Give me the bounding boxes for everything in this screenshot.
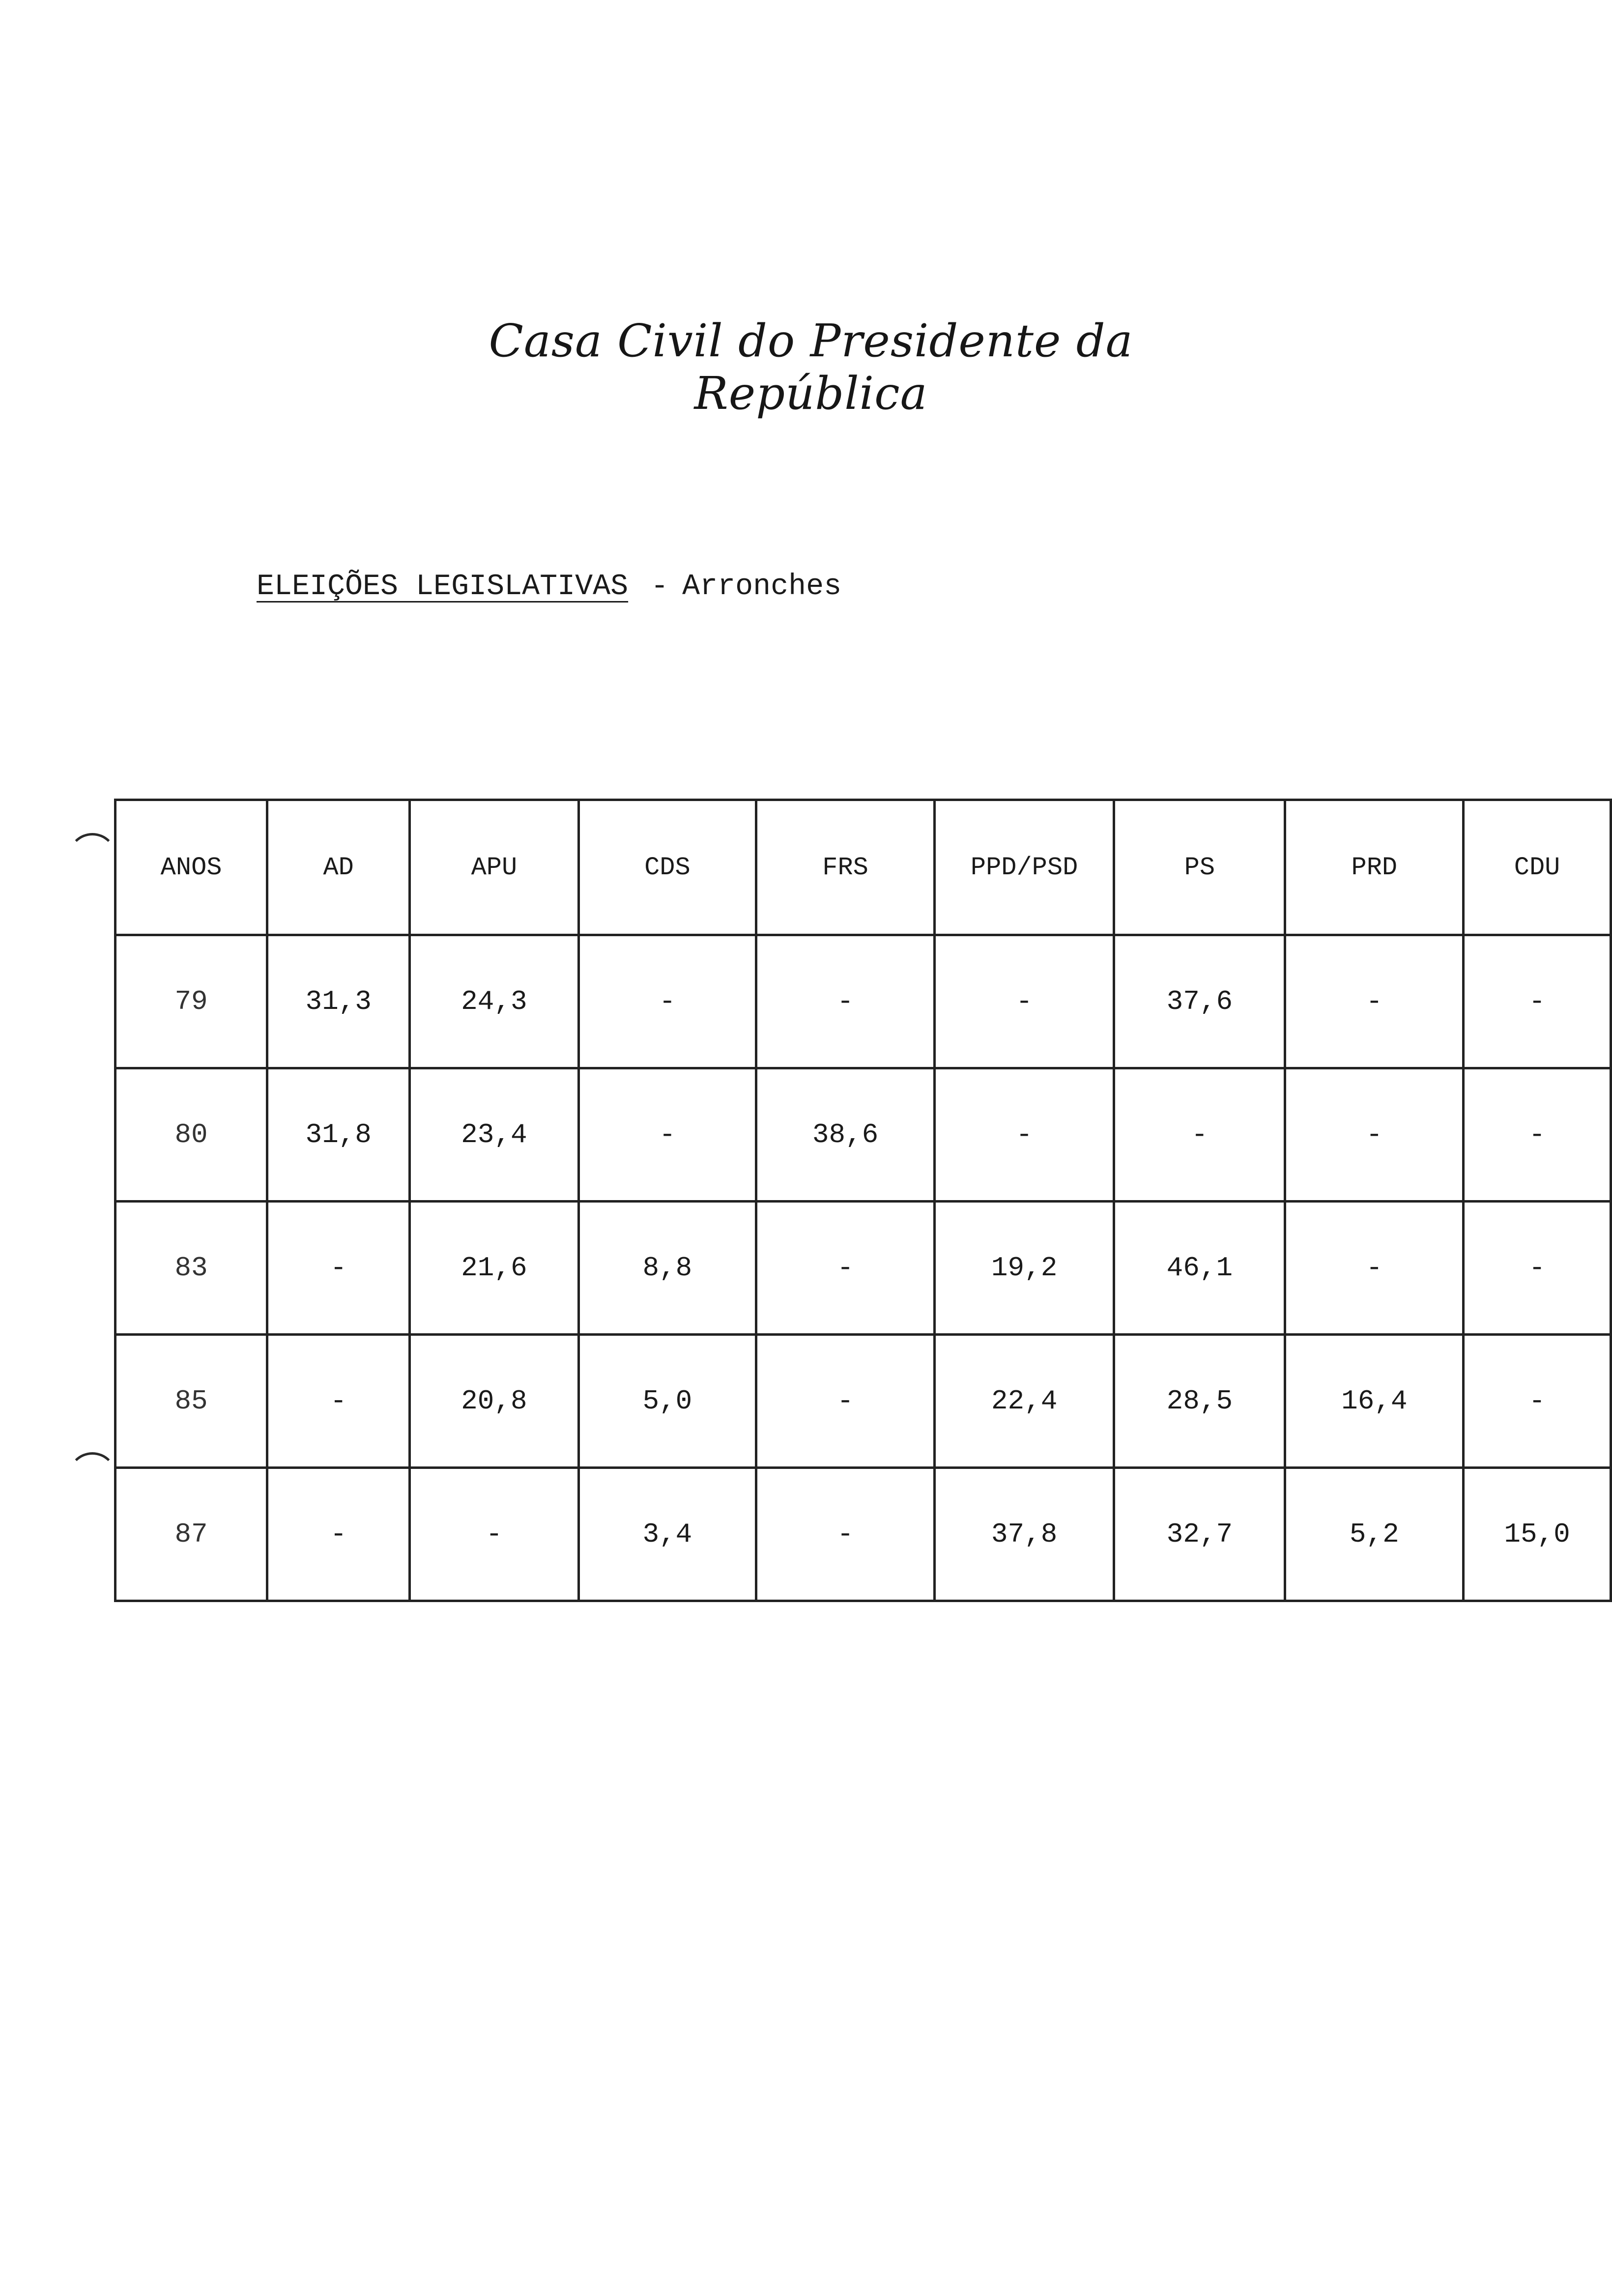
- table-cell: -: [267, 1468, 410, 1601]
- table-cell: 37,6: [1114, 935, 1285, 1068]
- year-cell: 85: [115, 1335, 267, 1468]
- column-header-apu: APU: [410, 800, 578, 935]
- column-header-cdu: CDU: [1464, 800, 1611, 935]
- table-header-row: [115, 800, 1611, 935]
- table-cell: -: [756, 935, 935, 1068]
- election-results-table: [114, 799, 1612, 1602]
- table-cell: -: [1464, 1335, 1611, 1468]
- table-cell: -: [578, 935, 756, 1068]
- table-cell: -: [1464, 1202, 1611, 1335]
- table-cell: -: [1285, 1202, 1464, 1335]
- table-cell: -: [934, 935, 1114, 1068]
- table-cell: 3,4: [578, 1468, 756, 1601]
- table-cell: 20,8: [410, 1335, 578, 1468]
- table-cell: -: [1114, 1068, 1285, 1202]
- column-header-ppd-psd: PPD/PSD: [934, 800, 1114, 935]
- table-cell: -: [267, 1202, 410, 1335]
- table-cell: -: [756, 1335, 935, 1468]
- table-cell: 46,1: [1114, 1202, 1285, 1335]
- table-cell: 31,3: [267, 935, 410, 1068]
- table-row: [115, 1068, 1611, 1202]
- table-cell: 22,4: [934, 1335, 1114, 1468]
- table-cell: -: [934, 1068, 1114, 1202]
- table-cell: 31,8: [267, 1068, 410, 1202]
- year-cell: 87: [115, 1468, 267, 1601]
- column-header-frs: FRS: [756, 800, 935, 935]
- table-row: [115, 1468, 1611, 1601]
- table-cell: -: [1285, 1068, 1464, 1202]
- table-cell: 23,4: [410, 1068, 578, 1202]
- table-row: [115, 935, 1611, 1068]
- table-cell: 37,8: [934, 1468, 1114, 1601]
- table-cell: 16,4: [1285, 1335, 1464, 1468]
- table-cell: 19,2: [934, 1202, 1114, 1335]
- table-cell: -: [756, 1468, 935, 1601]
- column-header-anos: ANOS: [115, 800, 267, 935]
- table-row: [115, 1335, 1611, 1468]
- table-cell: 28,5: [1114, 1335, 1285, 1468]
- letterhead: Casa Civil do Presidente da República: [489, 315, 1133, 420]
- table-cell: 5,2: [1285, 1468, 1464, 1601]
- column-header-prd: PRD: [1285, 800, 1464, 935]
- table-row: [115, 1202, 1611, 1335]
- table-cell: 8,8: [578, 1202, 756, 1335]
- column-header-ad: AD: [267, 800, 410, 935]
- table-cell: 24,3: [410, 935, 578, 1068]
- title-main: ELEIÇÕES LEGISLATIVAS: [257, 570, 629, 603]
- table-cell: 5,0: [578, 1335, 756, 1468]
- year-cell: 83: [115, 1202, 267, 1335]
- table-cell: -: [1464, 1068, 1611, 1202]
- table-cell: -: [410, 1468, 578, 1601]
- table-cell: 32,7: [1114, 1468, 1285, 1601]
- column-header-ps: PS: [1114, 800, 1285, 935]
- document-title: [257, 570, 841, 603]
- title-separator: -: [651, 570, 669, 603]
- table-cell: -: [578, 1068, 756, 1202]
- year-cell: 79: [115, 935, 267, 1068]
- table-cell: 21,6: [410, 1202, 578, 1335]
- table-cell: -: [756, 1202, 935, 1335]
- table-cell: -: [1464, 935, 1611, 1068]
- column-header-cds: CDS: [578, 800, 756, 935]
- table-cell: -: [267, 1335, 410, 1468]
- title-place: Arronches: [682, 570, 842, 603]
- table-cell: 38,6: [756, 1068, 935, 1202]
- year-cell: 80: [115, 1068, 267, 1202]
- binder-hole-mark: [68, 833, 117, 882]
- table-cell: -: [1285, 935, 1464, 1068]
- table-cell: 15,0: [1464, 1468, 1611, 1601]
- binder-hole-mark: [68, 1452, 117, 1501]
